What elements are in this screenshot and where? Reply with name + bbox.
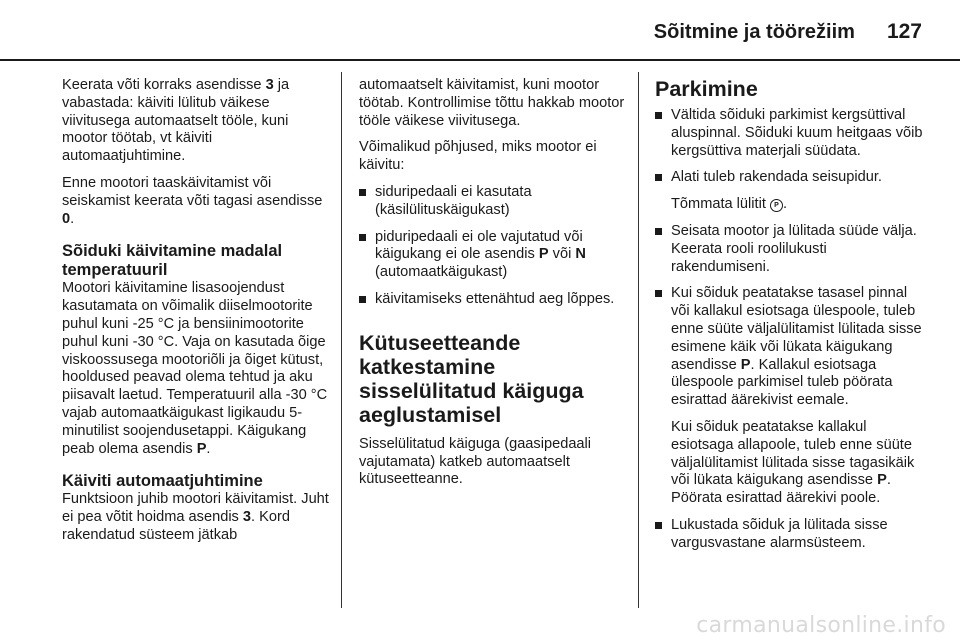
bullet-icon: [655, 174, 662, 181]
list-item: Kui sõiduk peatatakse tasasel pinnal või kallakul esiotsaga ülespoole, tuleb enne süüte väljalülitamist lülitada sisse esimene käik või lükata käigukang asendisse P. Kallakul esiotsaga ülespoole parkimisel tuleb pöörata esirattad äärekivist eemale.: [655, 285, 925, 410]
bullet-icon: [359, 296, 366, 303]
list-item: Alati tuleb rakendada seisupidur.: [655, 169, 925, 187]
bullet-icon: [655, 522, 662, 529]
paragraph-key-position: Enne mootori taaskäivitamist või seiskamist keerata võti tagasi asendisse 0.: [62, 174, 323, 227]
paragraph-fuel-cutoff: Sisselülitatud käiguga (gaasipedaali vajutamata) katkeb automaatselt kütuseetteanne.: [359, 435, 592, 488]
column-3: [655, 77, 925, 562]
list-item: Vältida sõiduki parkimist kergsüttival aluspinnal. Sõiduki kuum heitgaas võib kergsüttiva materjali süüdata.: [655, 107, 925, 160]
page-header: [654, 14, 922, 50]
column-2: [359, 77, 627, 498]
column-1: [62, 77, 330, 554]
paragraph-continuation: automaatselt käivitamist, kuni mootor töötab. Kontrollimise tõttu hakkab mootor tööle väikese viivitusega.: [359, 77, 625, 129]
bullet-icon: [655, 228, 662, 235]
watermark: carmanualsonline.info: [696, 613, 946, 638]
column-divider-2: [638, 72, 639, 608]
paragraph-restart: Keerata võti korraks asendisse 3 ja vabastada: käiviti lülitub väikese viivitusega automaatselt tööle, kuni mootor töötab, vt käiviti automaatjuhtimine.: [62, 77, 290, 165]
parking-brake-switch-icon: P: [770, 199, 783, 212]
paragraph-starter-control: Funktsioon juhib mootori käivitamist. Juht ei pea võtit hoidma asendis 3. Kord rakendatud süsteem jätkab: [62, 491, 329, 543]
list-item: Seisata mootor ja lülitada süüde välja. Keerata rooli roolilukusti rakendumiseni.: [655, 223, 925, 276]
list-item: Lukustada sõiduk ja lülitada sisse vargusvastane alarmsüsteem.: [655, 517, 925, 553]
bullet-icon: [359, 189, 366, 196]
list-subparagraph: Kui sõiduk peatatakse kallakul esiotsaga allapoole, tuleb enne süüte väljalülitamist lülitada sisse tagasikäik või lükata käigukang asendisse P. Pöörata esirattad äärekivi poole.: [671, 418, 915, 507]
list-item: siduripedaali ei kasutata (käsilülituskäigukast): [359, 184, 627, 220]
page-number: 127: [886, 20, 922, 43]
bullet-icon: [655, 290, 662, 297]
heading-low-temperature: Sõiduki käivitamine madalal temperatuuril: [62, 242, 283, 280]
bullet-icon: [655, 112, 662, 119]
heading-starter-control: Käiviti automaatjuhtimine: [62, 472, 263, 491]
running-title: Sõitmine ja töörežiim: [653, 20, 855, 43]
bullet-icon: [359, 234, 366, 241]
list-item: käivitamiseks ettenähtud aeg lõppes.: [359, 291, 627, 309]
list-item: piduripedaali ei ole vajutatud või käigukang ei ole asendis P või N (automaatkäigukast): [359, 229, 627, 282]
paragraph-low-temperature: Mootori käivitamine lisasoojendust kasutamata on võimalik diiselmootorite puhul kuni -25 °C ja bensiinimootorite puhul kuni -30 °C. Vaja on kasutada õige viskoossusega mootoriõli ja õiget kütust, hooldused peavad olema tehtud ja aku piisavalt laetud. Temperatuuril alla -30 °C vajab automaatkäigukast ligikaudu 5-minutilist soojendusetappi. Käigukang peab olema asendis P.: [62, 280, 328, 457]
header-rule: [0, 59, 960, 61]
heading-parking: Parkimine: [655, 77, 758, 101]
column-divider-1: [341, 72, 342, 608]
heading-fuel-cutoff: Kütuseetteande katkestamine sisselülitatud käiguga aeglustamisel: [359, 330, 584, 427]
paragraph-reasons: Võimalikud põhjused, miks mootor ei käivitu:: [359, 139, 597, 174]
list-subparagraph: Tõmmata lülitit P .: [671, 196, 787, 213]
